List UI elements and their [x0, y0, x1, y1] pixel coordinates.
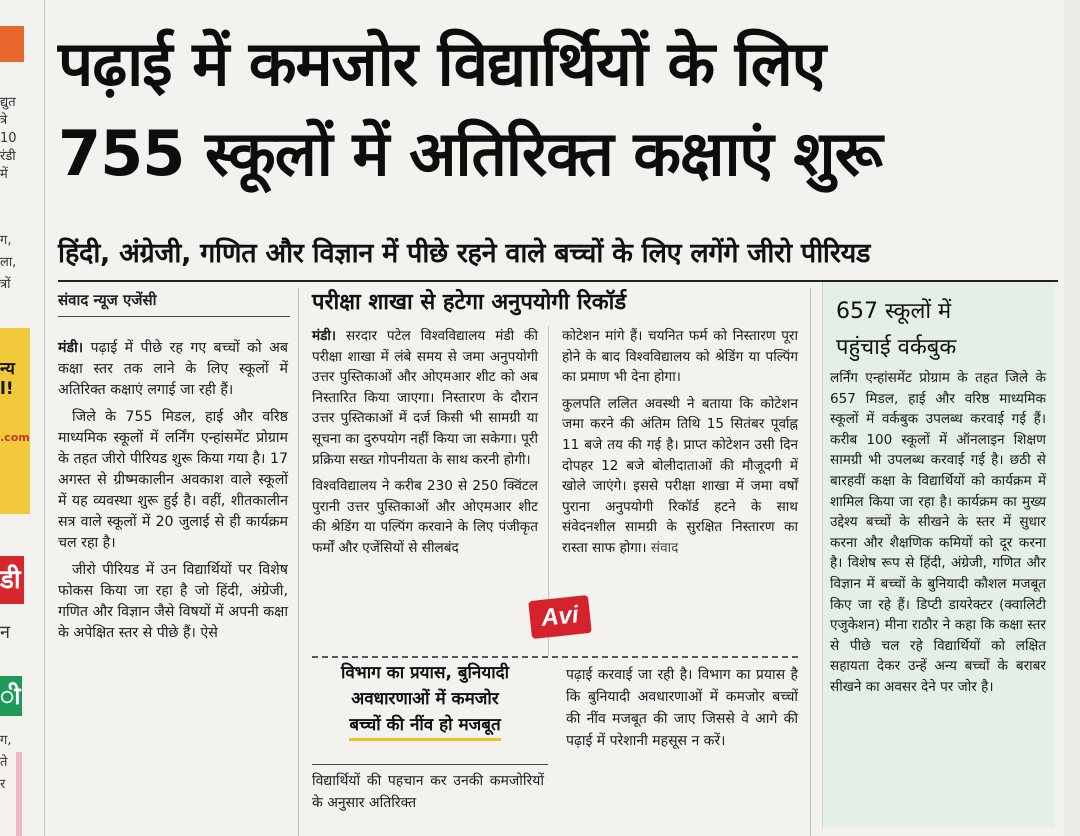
edge-line: त्रे: [0, 113, 8, 128]
sidebar-text: [830, 368, 1046, 698]
paragraph: विद्यार्थियों की पहचान कर उनकी कमजोरियों के अनुसार अतिरिक्त: [312, 773, 544, 811]
sidebar-heading-line: पहुंचाई वर्कबुक: [836, 335, 957, 360]
edge-green-tag: [0, 676, 22, 716]
middle-story-col-2: [562, 326, 798, 565]
edge-line: ते: [0, 755, 8, 770]
paragraph: कोटेशन मांगे हैं। चयनित फर्म को निस्तारण पूरा होने के बाद विश्वविद्यालय को श्रेडिंग या पल्पिंग का प्रमाण भी देना होगा।: [562, 328, 798, 386]
box-heading: [312, 660, 538, 741]
edge-line: रंडी: [0, 149, 16, 164]
paragraph: लर्निंग एन्हांसमेंट प्रोग्राम के तहत जिले के 657 मिडल, हाई और वरिष्ठ माध्यमिक स्कूलों में वर्कबुक उपलब्ध करवाई गई हैं। करीब 100 स्कूलों में ऑनलाइन शिक्षण सामग्री भी उपलब्ध करवाई गई है। छठी से बारहवीं कक्षा के विद्यार्थियों को कार्यक्रम में शामिल किया जा रहा है। कार्यक्रम का मुख्य उद्देश्य बच्चों के सीखने के स्तर में सुधार करना और शैक्षणिक कमियों को दूर करना है। विशेष रूप से हिंदी, अंग्रेजी, गणित और विज्ञान में बच्चों के बुनियादी कौशल मजबूत किए जा रहे हैं। डिप्टी डायरेक्टर (क्वालिटी एजुकेशन) मीना राठौर ने कहा कि कक्षा स्तर से पीछे चल रहे विद्यार्थियों को लक्षित सहायता देकर उन्हें अन्य बच्चों के बराबर सीखने का अवसर देने पर जोर है।: [830, 370, 1046, 695]
signoff: संवाद: [650, 539, 679, 556]
byline-rule: [58, 316, 290, 317]
paragraph: [58, 338, 288, 401]
edge-pink-bar: [16, 752, 22, 836]
paragraph-text: पढ़ाई में पीछे रह गए बच्चों को अब कक्षा स्तर तक लाने के लिए स्कूलों में अतिरिक्त कक्षाएं लगाई जा रही हैं।: [58, 340, 288, 398]
box-heading-line: अवधारणाओं में कमजोर: [351, 689, 499, 709]
edge-line: त्रों: [0, 277, 11, 292]
edge-line: र: [0, 777, 6, 792]
edge-line: में: [0, 167, 8, 182]
headline-line-1: पढ़ाई में कमजोर विद्यार्थियों के लिए: [58, 27, 826, 100]
middle-story-col-1: [312, 326, 538, 565]
sidebar-heading: [836, 294, 956, 366]
left-column-divider: [298, 288, 299, 836]
byline: संवाद न्यूज एजेंसी: [58, 291, 157, 309]
box-heading-line: विभाग का प्रयास, बुनियादी: [340, 663, 510, 683]
right-page-strip: [1064, 0, 1080, 836]
edge-line: ला,: [0, 255, 17, 270]
avi-logo: Avi: [528, 595, 592, 639]
edge-fragment-n: न: [0, 624, 10, 642]
paragraph-text: कुलपति ललित अवस्थी ने बताया कि कोटेशन जमा करने की अंतिम तिथि 15 सितंबर पूर्वाह्न 11 बजे तय की गई है। प्राप्त कोटेशन उसी दिन दोपहर 12 बजे बोलीदाताओं की मौजूदगी में खोले जाएंगे। इससे परीक्षा शाखा में जमा वर्षों पुराना अनुपयोगी रिकॉर्ड हटने के साथ संवेदनशील सामग्री के सुरक्षित निस्तारण का रास्ता साफ होगा।: [562, 395, 798, 556]
edge-ad-text: l!: [0, 379, 14, 399]
paragraph: विश्वविद्यालय ने करीब 230 से 250 क्विंटल पुरानी उत्तर पुस्तिकाओं और ओएमआर शीट की श्रेडिंग या पल्पिंग करवाने के लिए पंजीकृत फर्मों और एजेंसियों से सीलबंद: [312, 478, 538, 556]
dateline: मंडी।: [312, 328, 337, 344]
column-divider: [44, 0, 45, 836]
edge-ad-text: न्य: [0, 359, 15, 379]
sidebar-heading-line: 657 स्कूलों में: [836, 299, 952, 324]
dateline: मंडी।: [58, 340, 84, 356]
edge-tag-text: ी: [0, 682, 21, 710]
edge-ad-url: .com: [0, 431, 30, 444]
edge-red-tag: [0, 556, 24, 604]
edge-orange-block: [0, 26, 24, 62]
edge-line: द्युत: [0, 95, 16, 110]
paragraph: [312, 326, 538, 470]
paragraph: जीरो पीरियड में उन विद्यार्थियों पर विशेष फोकस किया जा रहा है जो हिंदी, अंग्रेजी, गणित और विज्ञान जैसे विषयों में अपनी कक्षा के अपेक्षित स्तर से पीछे हैं। ऐसे: [58, 562, 288, 641]
edge-tag-text: डी: [0, 565, 21, 595]
subheadline: हिंदी, अंग्रेजी, गणित और विज्ञान में पीछे रहने वाले बच्चों के लिए लगेंगे जीरो पीरियड: [58, 238, 871, 269]
edge-fragment-mid: [0, 230, 44, 296]
story-separator: [312, 656, 798, 658]
left-column-text: [58, 338, 288, 650]
box-heading-line: [312, 712, 538, 741]
edge-fragment-bottom: [0, 730, 44, 796]
box-col-2: [566, 664, 798, 758]
paragraph: पढ़ाई करवाई जा रही है। विभाग का प्रयास है कि बुनियादी अवधारणाओं में कमजोर बच्चों की नींव मजबूत की जाए जिससे वे आगे की पढ़ाई में परेशानी महसूस न करें।: [566, 667, 798, 749]
edge-fragment-top: [0, 94, 44, 184]
headline-line-2: 755 स्कूलों में अतिरिक्त कक्षाएं शुरू: [58, 117, 882, 190]
middle-right-divider: [810, 288, 811, 836]
box-col-1: [312, 770, 544, 820]
box-heading-highlight: बच्चों की नींव हो मजबूत: [349, 712, 500, 741]
edge-line: ग,: [0, 733, 12, 748]
paragraph-text: सरदार पटेल विश्वविद्यालय मंडी की परीक्षा शाखा में लंबे समय से जमा अनुपयोगी उत्तर पुस्तिकाओं और ओएमआर शीट को अब निस्तारित किया जाएगा। निस्तारण के दौरान उत्तर पुस्तिकाओं में दर्ज किसी भी सामग्री या सूचना का दुरुपयोग नहीं किया जा सकेगा। पूरी प्रक्रिया सख्त गोपनीयता के साथ करनी होगी।: [312, 328, 538, 468]
box-rule: [312, 764, 548, 765]
edge-yellow-ad: [0, 328, 30, 514]
edge-line: 10: [0, 131, 17, 146]
middle-story-heading: परीक्षा शाखा से हटेगा अनुपयोगी रिकॉर्ड: [312, 290, 627, 315]
paragraph: जिले के 755 मिडल, हाई और वरिष्ठ माध्यमिक स्कूलों में लर्निंग एन्हांसमेंट प्रोग्राम के तहत जीरो पीरियड शुरू किया गया है। 17 अगस्त से ग्रीष्मकालीन अवकाश वाले स्कूलों में यह व्यवस्था शुरू हुई है। वहीं, शीतकालीन सत्र वाले स्कूलों में 20 जुलाई से ही कार्यक्रम चल रहा है।: [58, 409, 288, 551]
edge-line: ग,: [0, 233, 12, 248]
paragraph: [562, 394, 798, 559]
